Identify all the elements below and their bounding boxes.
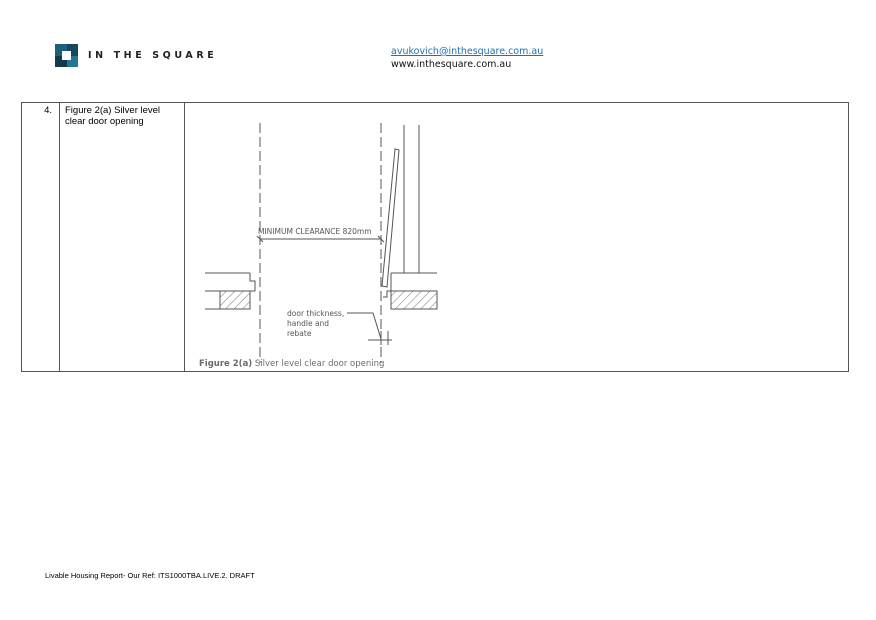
row-description-cell <box>60 103 185 372</box>
row-number: 4. <box>44 105 52 116</box>
contact-block <box>391 45 543 71</box>
logo-square-icon <box>55 44 78 67</box>
leader-line <box>347 313 381 339</box>
figure-cell <box>185 103 849 372</box>
note-line-1: door thickness, <box>287 309 345 318</box>
left-wall-hatch <box>220 291 250 309</box>
note-line-2: handle and <box>287 319 330 328</box>
website-text: www.inthesquare.com.au <box>391 59 512 70</box>
dimension-label: MINIMUM CLEARANCE 820mm <box>258 227 372 236</box>
footer-text: Livable Housing Report- Our Ref: ITS1000TBA.LIVE.2. DRAFT <box>45 571 255 580</box>
door-leaf <box>382 149 399 287</box>
company-logo <box>55 44 217 67</box>
right-wall-hatch <box>391 291 437 309</box>
figure-caption <box>199 359 384 369</box>
row-number-cell <box>22 103 60 372</box>
caption-text: Silver level clear door opening <box>252 359 385 369</box>
caption-prefix: Figure 2(a) <box>199 359 253 369</box>
row-description: Figure 2(a) Silver level clear door opening <box>65 105 161 127</box>
table-row <box>22 103 849 372</box>
door-opening-diagram <box>185 103 852 373</box>
report-table <box>21 102 849 372</box>
logo-text: IN THE SQUARE <box>88 50 218 61</box>
note-line-3: rebate <box>287 329 312 338</box>
email-link[interactable]: avukovich@inthesquare.com.au <box>391 46 544 57</box>
left-rebate <box>250 273 255 291</box>
